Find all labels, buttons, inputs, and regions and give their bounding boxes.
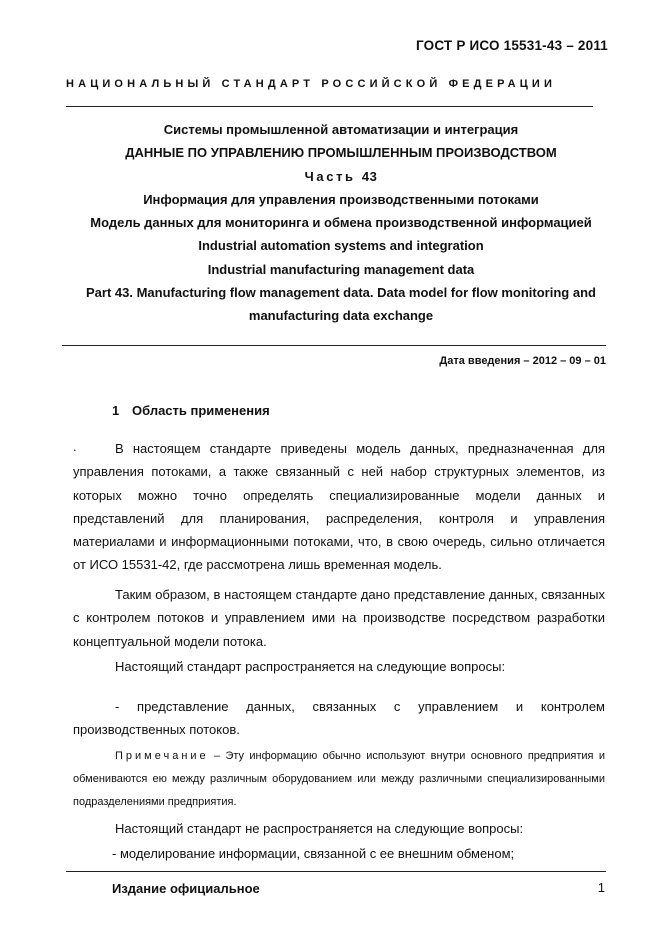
footer-rule xyxy=(66,871,606,872)
section-number: 1 xyxy=(112,403,120,418)
section-title: Область применения xyxy=(132,403,270,418)
title-en-line-3: Part 43. Manufacturing flow management data. Data model for flow monitoring and xyxy=(86,285,596,301)
part-word: Часть xyxy=(304,168,356,184)
section-heading xyxy=(112,403,270,418)
title-line-1: Системы промышленной автоматизации и интеграция xyxy=(163,122,519,137)
part-number: 43 xyxy=(361,168,378,184)
part-label xyxy=(66,165,616,188)
note-text: – Эту информацию обычно используют внутри основного предприятия и обмениваются ею между различным оборудованием или между различными специализированными подразделениями предприятия. xyxy=(73,750,605,808)
title-line-5: Модель данных для мониторинга и обмена производственной информацией xyxy=(90,215,592,231)
document-code: ГОСТ Р ИСО 15531-43 – 2011 xyxy=(415,38,608,53)
official-edition-label: Издание официальное xyxy=(112,881,260,896)
note-label: Примечание xyxy=(115,750,209,762)
title-block xyxy=(66,118,616,328)
list-item-flow-data: - представление данных, связанных с управлением и контролем производственных потоков. xyxy=(73,699,605,738)
paragraph-not-applies-to: Настоящий стандарт не распространяется на следующие вопросы: xyxy=(115,821,524,836)
header-rule xyxy=(66,106,593,107)
paragraph-scope-description: В настоящем стандарте приведены модель данных, предназначенная для управления потоками, а также связанный с ней набор структурных элементов, из которых можно точно определять специализированные модели данных и представлений для планирования, распределения, контроля и управления материалами и информационными потоками, что, в свою очередь, сильно отличается от ИСО 15531-42, где рассмотрена лишь временная модель. xyxy=(73,441,605,573)
list-item-external-exchange: - моделирование информации, связанной с ее внешним обменом; xyxy=(112,846,515,861)
title-line-4: Информация для управления производственными потоками xyxy=(143,191,539,207)
title-line-2: ДАННЫЕ ПО УПРАВЛЕНИЮ ПРОМЫШЛЕННЫМ ПРОИЗВОДСТВОМ xyxy=(125,145,557,161)
national-standard-banner: НАЦИОНАЛЬНЫЙ СТАНДАРТ РОССИЙСКОЙ ФЕДЕРАЦИИ xyxy=(66,78,557,90)
title-en-line-4: manufacturing data exchange xyxy=(248,308,434,324)
title-rule xyxy=(62,345,606,346)
introduction-date: Дата введения – 2012 – 09 – 01 xyxy=(439,355,606,367)
title-en-line-2: Industrial manufacturing management data xyxy=(207,261,475,277)
title-en-line-1: Industrial automation systems and integration xyxy=(198,238,484,254)
lead-mark: . xyxy=(73,439,77,454)
note-paragraph xyxy=(73,745,605,814)
paragraph-applies-to: Настоящий стандарт распространяется на следующие вопросы: xyxy=(115,659,506,674)
paragraph-data-representation: Таким образом, в настоящем стандарте дано представление данных, связанных с контролем потоков и управлением ими на производстве посредством разработки концептуальной модели потока. xyxy=(73,587,605,649)
page-number: 1 xyxy=(597,880,605,895)
